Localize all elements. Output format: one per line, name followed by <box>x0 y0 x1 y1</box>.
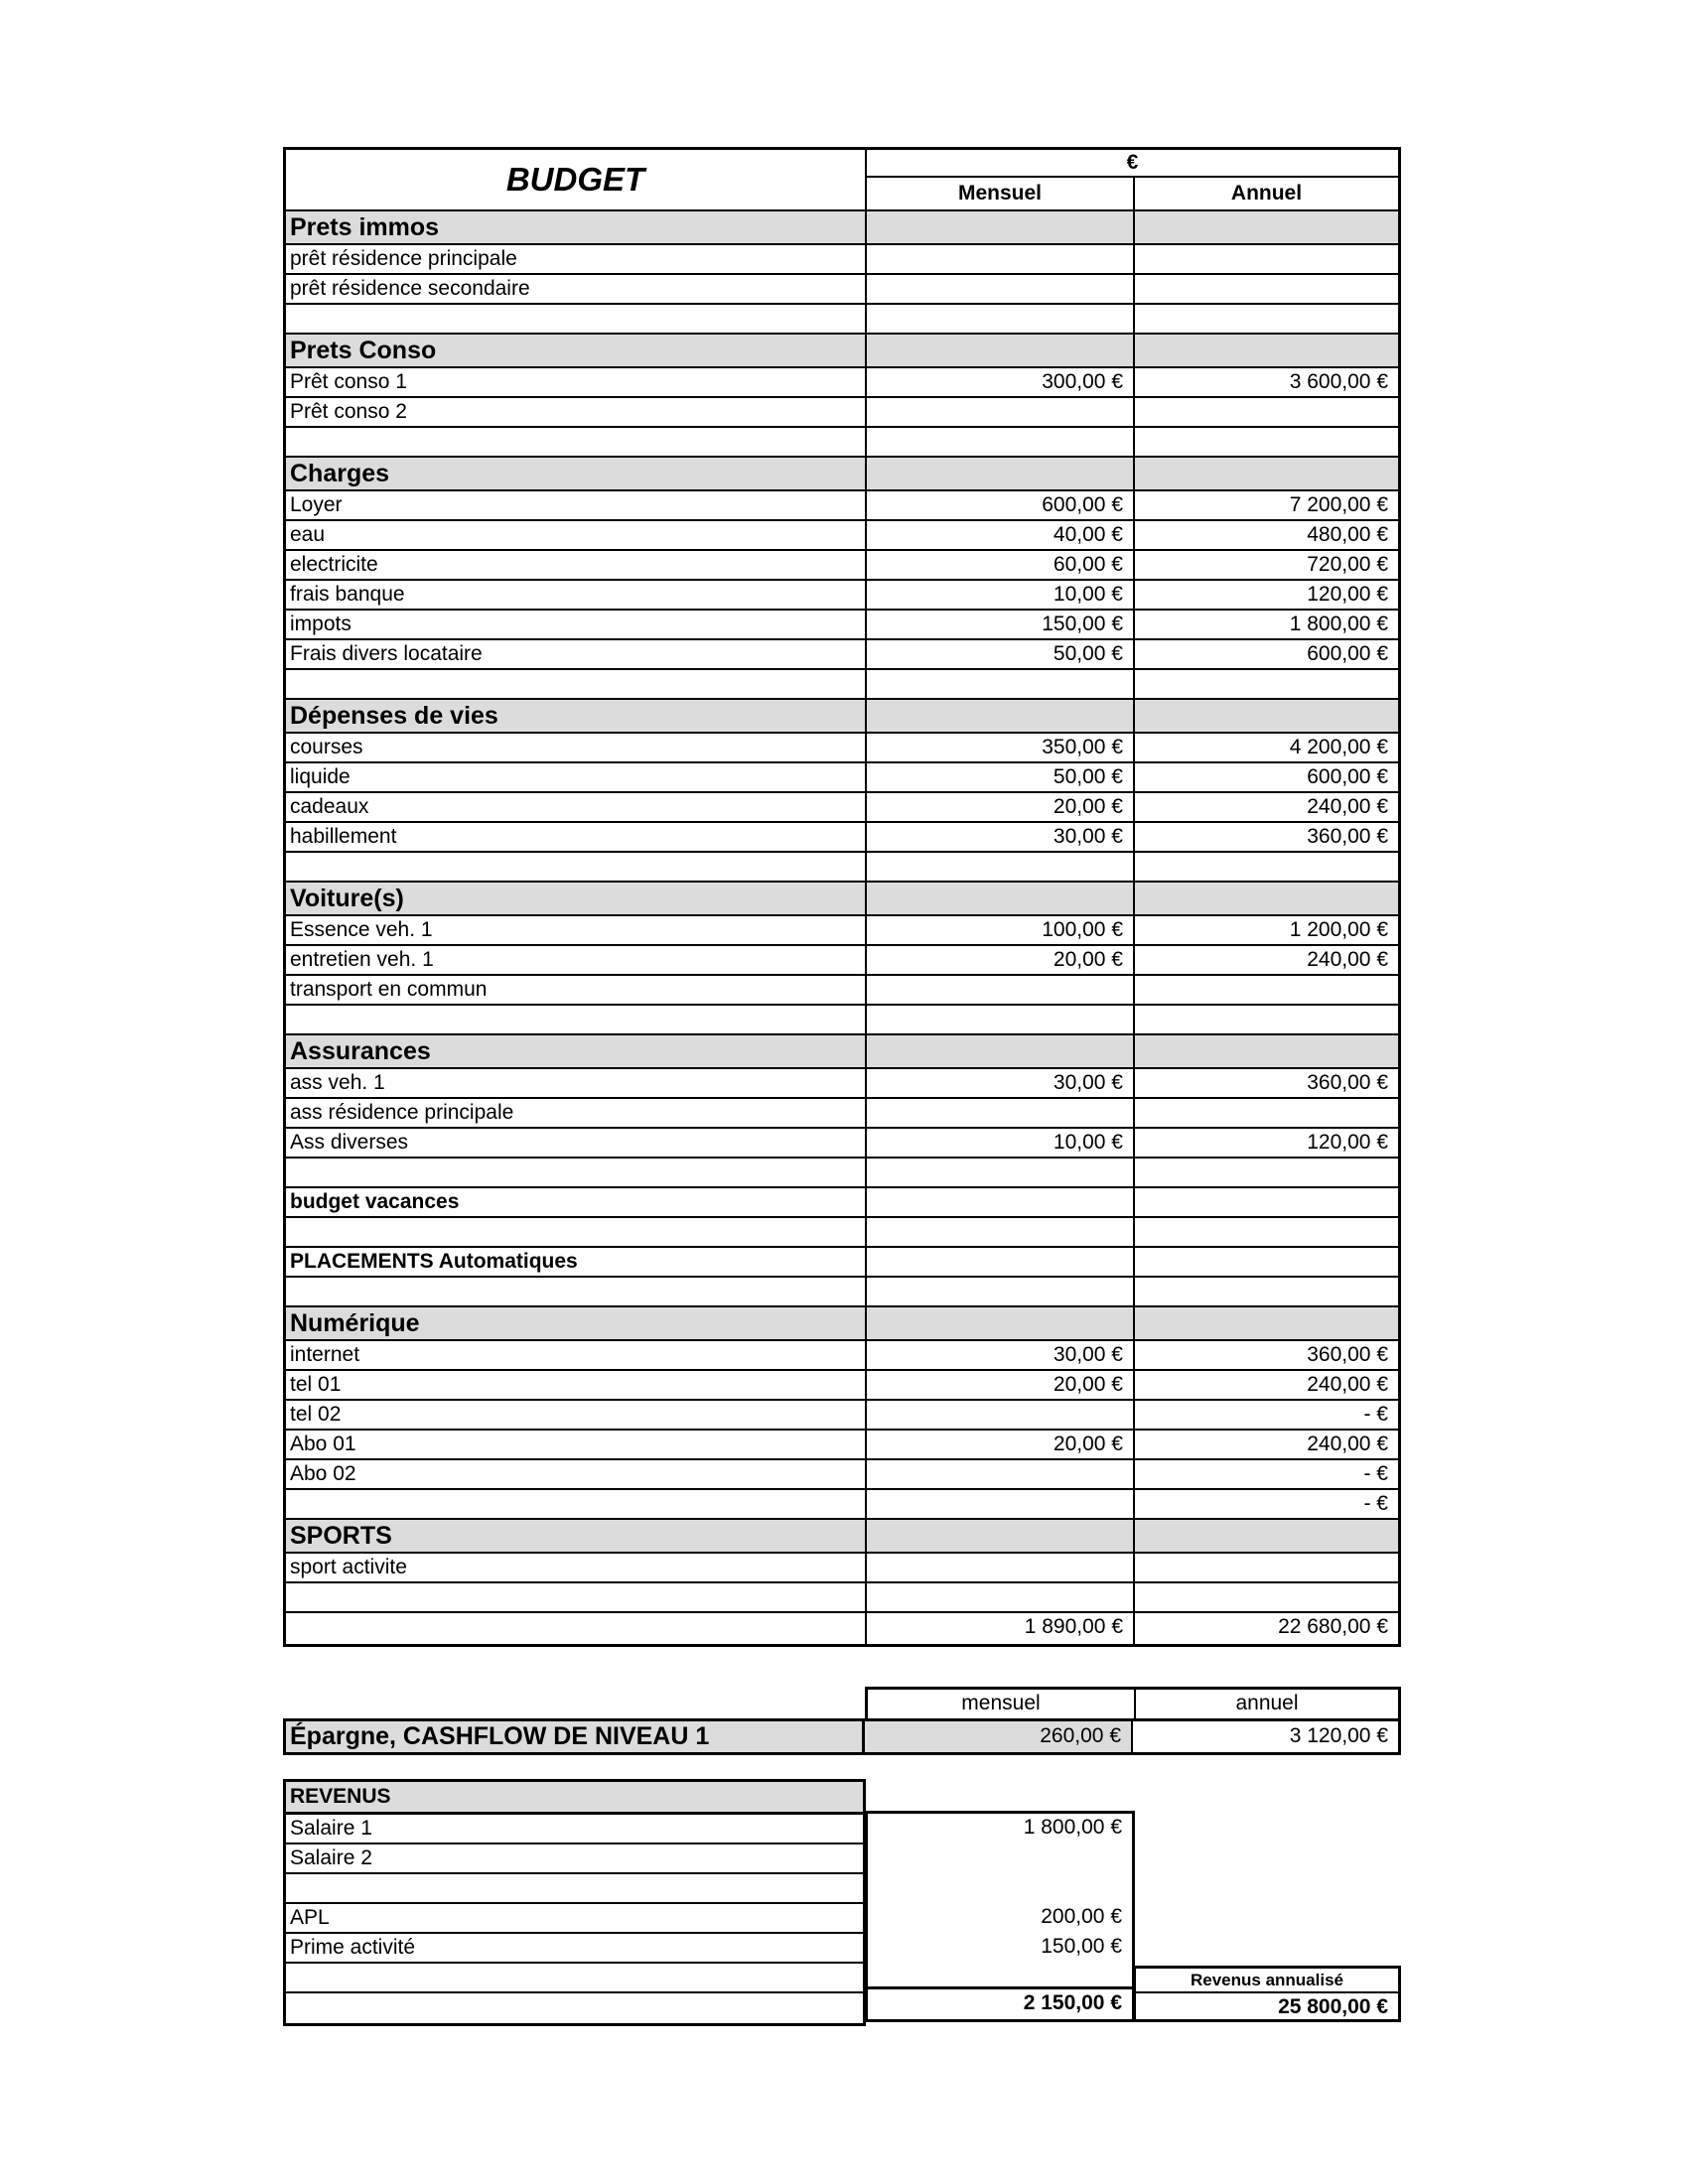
budget-row <box>286 1069 1398 1099</box>
budget-row <box>286 1554 1398 1583</box>
annual-value <box>1135 398 1398 426</box>
annual-value <box>1135 428 1398 456</box>
budget-row <box>286 793 1398 823</box>
monthly-value <box>867 670 1135 698</box>
monthly-value <box>867 1490 1135 1518</box>
row-label <box>286 1159 867 1186</box>
annual-value <box>1135 275 1398 303</box>
row-label <box>286 853 867 881</box>
budget-row <box>286 916 1398 946</box>
row-label: cadeaux <box>286 793 867 821</box>
budget-row <box>286 1248 1398 1278</box>
monthly-value <box>867 1159 1135 1186</box>
section-header-row <box>286 1520 1398 1554</box>
budget-row <box>286 1129 1398 1159</box>
row-label: internet <box>286 1341 867 1369</box>
annual-value <box>1135 458 1398 489</box>
section-header-row <box>286 1035 1398 1069</box>
monthly-value <box>867 1188 1135 1216</box>
monthly-value: 100,00 € <box>867 916 1135 944</box>
annual-value <box>1135 1159 1398 1186</box>
monthly-value: 40,00 € <box>867 521 1135 549</box>
monthly-value <box>867 211 1135 243</box>
annual-value: 22 680,00 € <box>1278 1615 1388 1638</box>
annual-value <box>1135 335 1398 366</box>
row-label: frais banque <box>286 581 867 609</box>
annual-value <box>1135 976 1398 1004</box>
budget-row <box>286 1188 1398 1218</box>
budget-row <box>286 305 1398 335</box>
epargne-label: Épargne, CASHFLOW DE NIVEAU 1 <box>286 1721 865 1752</box>
row-label: Abo 02 <box>286 1460 867 1488</box>
annual-value: 240,00 € <box>1307 1433 1388 1455</box>
annual-value: 720,00 € <box>1307 553 1388 576</box>
monthly-value: 50,00 € <box>867 763 1135 791</box>
revenus-annual-label: Revenus annualisé <box>1136 1969 1398 1993</box>
row-label: liquide <box>286 763 867 791</box>
annual-value <box>1135 883 1398 914</box>
row-label: SPORTS <box>286 1520 867 1552</box>
annual-value <box>1135 1278 1398 1305</box>
annual-value <box>1135 853 1398 881</box>
budget-row <box>286 1341 1398 1371</box>
row-label <box>286 670 867 698</box>
annual-value: - € <box>1363 1492 1388 1515</box>
row-label: sport activite <box>286 1554 867 1581</box>
monthly-value: 30,00 € <box>867 1069 1135 1097</box>
monthly-value <box>867 275 1135 303</box>
monthly-value <box>867 1248 1135 1276</box>
monthly-value: 20,00 € <box>867 1371 1135 1399</box>
budget-row <box>286 551 1398 581</box>
monthly-value <box>867 883 1135 914</box>
budget-row <box>286 398 1398 428</box>
annual-value <box>1135 245 1398 273</box>
budget-row <box>286 1159 1398 1188</box>
annual-value: 600,00 € <box>1307 765 1388 788</box>
row-label: entretien veh. 1 <box>286 946 867 974</box>
budget-table <box>283 147 1401 1647</box>
budget-row <box>286 611 1398 640</box>
budget-row <box>286 1006 1398 1035</box>
monthly-value <box>867 976 1135 1004</box>
revenus-label-row <box>286 1993 863 2023</box>
monthly-value <box>867 1218 1135 1246</box>
annual-value: 1 800,00 € <box>1289 613 1388 635</box>
annual-value <box>1135 1583 1398 1611</box>
annual-value: 240,00 € <box>1307 795 1388 818</box>
monthly-value <box>867 1099 1135 1127</box>
budget-row <box>286 670 1398 700</box>
row-label <box>286 1583 867 1611</box>
annual-value: 480,00 € <box>1307 523 1388 546</box>
budget-row <box>286 491 1398 521</box>
row-label: Frais divers locataire <box>286 640 867 668</box>
monthly-value <box>867 245 1135 273</box>
monthly-value: 20,00 € <box>867 946 1135 974</box>
budget-row <box>286 763 1398 793</box>
budget-row <box>286 1099 1398 1129</box>
row-label: budget vacances <box>286 1188 867 1216</box>
monthly-value <box>867 853 1135 881</box>
monthly-value <box>867 335 1135 366</box>
revenus-labels <box>283 1779 866 2026</box>
monthly-value <box>867 305 1135 333</box>
row-label <box>286 1278 867 1305</box>
row-label: Charges <box>286 458 867 489</box>
row-label: Voiture(s) <box>286 883 867 914</box>
row-label: tel 01 <box>286 1371 867 1399</box>
row-label: Prets immos <box>286 211 867 243</box>
monthly-value: 30,00 € <box>867 823 1135 851</box>
annual-value <box>1135 1218 1398 1246</box>
annual-value <box>1135 1307 1398 1339</box>
monthly-value: 30,00 € <box>867 1341 1135 1369</box>
row-label: courses <box>286 734 867 761</box>
monthly-value <box>867 458 1135 489</box>
row-label: Ass diverses <box>286 1129 867 1157</box>
section-header-row <box>286 211 1398 245</box>
revenus-annual-value: 25 800,00 € <box>1278 1995 1388 2018</box>
monthly-value: 350,00 € <box>867 734 1135 761</box>
annual-value: 360,00 € <box>1307 1071 1388 1094</box>
row-label <box>286 1218 867 1246</box>
row-label: transport en commun <box>286 976 867 1004</box>
monthly-value: 60,00 € <box>867 551 1135 579</box>
revenus-label-row: Prime activité <box>286 1934 863 1964</box>
monthly-column-header: Mensuel <box>867 178 1135 209</box>
epargne-annual-value: 3 120,00 € <box>1289 1724 1388 1747</box>
annual-value: 240,00 € <box>1307 948 1388 971</box>
revenus-value <box>868 1843 1132 1873</box>
revenus-label-row: Salaire 2 <box>286 1844 863 1874</box>
budget-row <box>286 946 1398 976</box>
monthly-value: 300,00 € <box>867 368 1135 396</box>
annual-value: 600,00 € <box>1307 642 1388 665</box>
annual-value: 240,00 € <box>1307 1373 1388 1396</box>
section-header-row <box>286 883 1398 916</box>
annual-value <box>1135 700 1398 732</box>
budget-rows <box>286 211 1398 1644</box>
monthly-value: 1 890,00 € <box>867 1613 1135 1644</box>
budget-row <box>286 521 1398 551</box>
row-label: Loyer <box>286 491 867 519</box>
budget-row <box>286 1371 1398 1401</box>
revenus-value <box>868 1873 1132 1903</box>
annual-value: 120,00 € <box>1307 583 1388 606</box>
monthly-value <box>867 1035 1135 1067</box>
budget-row <box>286 1401 1398 1431</box>
monthly-value: 150,00 € <box>867 611 1135 638</box>
row-label: Numérique <box>286 1307 867 1339</box>
revenus-annual-box <box>1133 1966 1401 2022</box>
annual-value <box>1135 1035 1398 1067</box>
monthly-value: 600,00 € <box>867 491 1135 519</box>
revenus-value: 150,00 € <box>1041 1935 1122 1958</box>
revenus-label-row: APL <box>286 1904 863 1934</box>
annual-value: - € <box>1363 1462 1388 1485</box>
budget-row <box>286 640 1398 670</box>
row-label: Assurances <box>286 1035 867 1067</box>
epargne-row <box>283 1718 1401 1755</box>
budget-row <box>286 581 1398 611</box>
budget-row <box>286 1278 1398 1307</box>
row-label: habillement <box>286 823 867 851</box>
row-label <box>286 1006 867 1033</box>
monthly-value <box>867 398 1135 426</box>
row-label: eau <box>286 521 867 549</box>
currency-header: € <box>867 150 1398 178</box>
monthly-value <box>867 1583 1135 1611</box>
revenus-total-monthly: 2 150,00 € <box>868 1986 1132 2019</box>
row-label: Essence veh. 1 <box>286 916 867 944</box>
budget-row <box>286 1460 1398 1490</box>
monthly-value <box>867 1401 1135 1429</box>
row-label: PLACEMENTS Automatiques <box>286 1248 867 1276</box>
budget-row <box>286 976 1398 1006</box>
budget-row <box>286 1583 1398 1613</box>
budget-row <box>286 1431 1398 1460</box>
row-label: Abo 01 <box>286 1431 867 1458</box>
annual-value <box>1135 211 1398 243</box>
monthly-value <box>867 1554 1135 1581</box>
row-label: prêt résidence principale <box>286 245 867 273</box>
budget-row <box>286 368 1398 398</box>
annual-value <box>1135 1188 1398 1216</box>
row-label <box>286 305 867 333</box>
budget-row <box>286 1218 1398 1248</box>
row-label: ass résidence principale <box>286 1099 867 1127</box>
section-header-row <box>286 700 1398 734</box>
row-label: impots <box>286 611 867 638</box>
revenus-value: 200,00 € <box>1041 1905 1122 1928</box>
revenus-title: REVENUS <box>286 1782 863 1815</box>
row-label: ass veh. 1 <box>286 1069 867 1097</box>
annual-value <box>1135 670 1398 698</box>
annual-value: 1 200,00 € <box>1289 918 1388 941</box>
revenus-label-row <box>286 1964 863 1993</box>
annual-value <box>1135 305 1398 333</box>
row-label: Dépenses de vies <box>286 700 867 732</box>
row-label: electricite <box>286 551 867 579</box>
annual-value <box>1135 1248 1398 1276</box>
row-label <box>286 1490 867 1518</box>
annual-value <box>1135 1554 1398 1581</box>
annual-value: 120,00 € <box>1307 1131 1388 1154</box>
budget-row <box>286 853 1398 883</box>
annual-value: 3 600,00 € <box>1289 370 1388 393</box>
annual-value <box>1135 1520 1398 1552</box>
row-label: Prêt conso 2 <box>286 398 867 426</box>
annual-value: 4 200,00 € <box>1289 736 1388 758</box>
annual-column-header: Annuel <box>1230 182 1303 205</box>
revenus-value: 1 800,00 € <box>1023 1816 1122 1839</box>
monthly-value <box>867 1520 1135 1552</box>
row-label: prêt résidence secondaire <box>286 275 867 303</box>
row-label: Prets Conso <box>286 335 867 366</box>
revenus-label-row <box>286 1874 863 1904</box>
revenus-label-row: Salaire 1 <box>286 1815 863 1844</box>
annual-value <box>1135 1099 1398 1127</box>
row-label <box>286 428 867 456</box>
epargne-annual-header: annuel <box>1235 1692 1299 1714</box>
budget-row <box>286 245 1398 275</box>
budget-title: BUDGET <box>286 150 867 209</box>
epargne-monthly-value: 260,00 € <box>865 1721 1133 1752</box>
monthly-value <box>867 1278 1135 1305</box>
section-header-row <box>286 458 1398 491</box>
budget-row <box>286 428 1398 458</box>
budget-row <box>286 275 1398 305</box>
monthly-value: 20,00 € <box>867 793 1135 821</box>
annual-value: 7 200,00 € <box>1289 493 1388 516</box>
monthly-value: 10,00 € <box>867 1129 1135 1157</box>
annual-value: 360,00 € <box>1307 825 1388 848</box>
monthly-value: 20,00 € <box>867 1431 1135 1458</box>
annual-value <box>1135 1006 1398 1033</box>
budget-row <box>286 1490 1398 1520</box>
budget-row <box>286 734 1398 763</box>
section-header-row <box>286 1307 1398 1341</box>
row-label <box>286 1613 867 1644</box>
monthly-value <box>867 1006 1135 1033</box>
section-header-row <box>286 335 1398 368</box>
row-label: tel 02 <box>286 1401 867 1429</box>
monthly-value <box>867 700 1135 732</box>
row-label: Prêt conso 1 <box>286 368 867 396</box>
monthly-value: 10,00 € <box>867 581 1135 609</box>
monthly-value <box>867 428 1135 456</box>
annual-value: - € <box>1363 1403 1388 1426</box>
epargne-header <box>865 1687 1401 1720</box>
budget-table-header <box>286 150 1398 211</box>
totals-row <box>286 1613 1398 1644</box>
monthly-value <box>867 1460 1135 1488</box>
budget-row <box>286 823 1398 853</box>
monthly-value <box>867 1307 1135 1339</box>
epargne-monthly-header: mensuel <box>868 1690 1136 1718</box>
annual-value: 360,00 € <box>1307 1343 1388 1366</box>
monthly-value: 50,00 € <box>867 640 1135 668</box>
revenus-values <box>865 1811 1135 2022</box>
